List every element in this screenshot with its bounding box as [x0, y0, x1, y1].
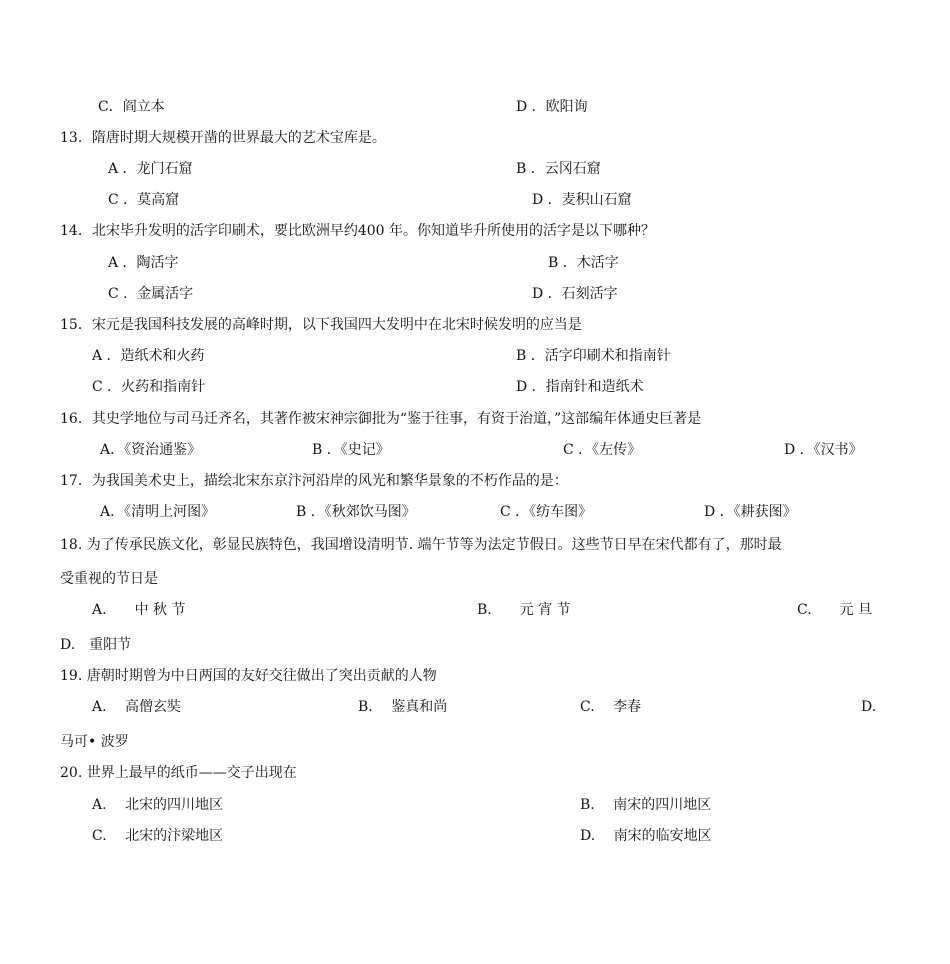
q18-option-a: A. 中 秋 节: [92, 602, 186, 618]
q13-option-c: C ．莫高窟: [108, 192, 180, 208]
q14-stem: 14．北宋毕升发明的活字印刷术，要比欧洲早约400 年。你知道毕升所使用的活字是以下哪种？: [60, 223, 655, 239]
q17-stem: 17．为我国美术史上，描绘北宋东京汴河沿岸的风光和繁华景象的不朽作品的是：: [60, 473, 568, 489]
q14-option-b: B ．木活字: [548, 255, 619, 271]
q20-stem: 20. 世界上最早的纸币——交子出现在: [60, 765, 297, 781]
q13-option-a: A ．龙门石窟: [108, 161, 193, 177]
q16-option-c: C ．《左传》: [563, 442, 642, 458]
q15-option-a: A ．造纸术和火药: [92, 348, 205, 364]
q20-option-d: D. 南宋的临安地区: [580, 828, 712, 844]
q15-option-c: C ．火药和指南针: [92, 379, 206, 395]
q19-option-d-text: 马可• 波罗: [60, 734, 129, 750]
q15-option-b: B ．活字印刷术和指南针: [516, 348, 671, 364]
q16-option-d: D ．《汉书》: [784, 442, 863, 458]
q13-option-b: B ．云冈石窟: [516, 161, 601, 177]
q16-option-b: B ．《史记》: [312, 442, 390, 458]
q20-option-c: C. 北宋的汴梁地区: [92, 828, 224, 844]
q16-stem: 16．其史学地位与司马迁齐名，其著作被宋神宗御批为“鉴于往事，有资于治道，”这部编年体通史巨著是: [60, 411, 702, 427]
q19-option-c: C. 李春: [580, 699, 642, 715]
q18-stem-line1: 18. 为了传承民族文化，彰显民族特色，我国增设清明节. 端午节等为法定节假日。这些节日早在宋代都有了，那时最: [60, 537, 782, 553]
q18-option-d: D. 重阳节: [60, 637, 132, 653]
q14-option-d: D ．石刻活字: [532, 286, 618, 302]
q17-option-c: C ．《纺车图》: [500, 504, 593, 520]
q17-option-b: B ．《秋郊饮马图》: [296, 504, 416, 520]
q19-option-a: A. 高僧玄奘: [92, 699, 182, 715]
q16-option-a: A．《资治通鉴》: [100, 442, 202, 458]
q18-option-c: C. 元 旦: [797, 602, 873, 618]
q19-option-d-letter: D.: [861, 699, 877, 715]
q14-option-a: A ．陶活字: [108, 255, 179, 271]
q13-stem: 13．隋唐时期大规模开凿的世界最大的艺术宝库是。: [60, 130, 386, 146]
q13-option-d: D ．麦积山石窟: [532, 192, 632, 208]
q17-option-d: D ．《耕获图》: [704, 504, 797, 520]
q18-stem-line2: 受重视的节日是: [60, 571, 158, 587]
q18-option-b: B. 元 宵 节: [477, 602, 571, 618]
q12-option-d: D ．欧阳询: [516, 99, 588, 115]
q15-stem: 15．宋元是我国科技发展的高峰时期，以下我国四大发明中在北宋时候发明的应当是: [60, 317, 582, 333]
q20-option-a: A. 北宋的四川地区: [92, 797, 224, 813]
q20-option-b: B. 南宋的四川地区: [580, 797, 712, 813]
q19-option-b: B. 鉴真和尚: [358, 699, 448, 715]
q14-option-c: C ．金属活字: [108, 286, 194, 302]
q15-option-d: D ．指南针和造纸术: [516, 379, 644, 395]
q19-stem: 19. 唐朝时期曾为中日两国的友好交往做出了突出贡献的人物: [60, 668, 437, 684]
q17-option-a: A．《清明上河图》: [100, 504, 216, 520]
q12-option-c: C．阎立本: [98, 99, 165, 115]
